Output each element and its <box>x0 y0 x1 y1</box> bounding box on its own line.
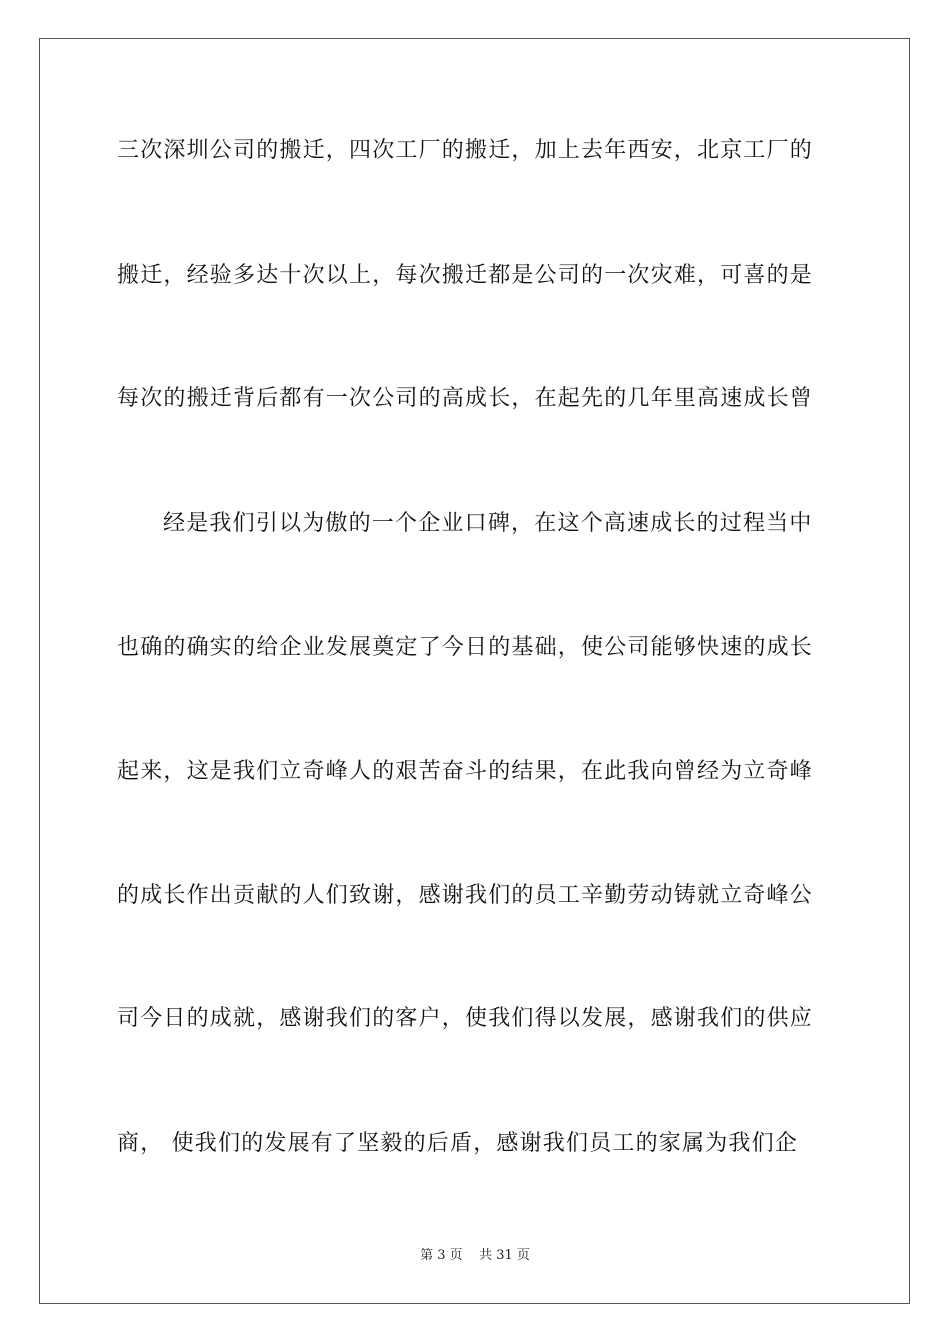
text-line-7: 的成长作出贡献的人们致谢，感谢我们的员工辛勤劳动铸就立奇峰公 <box>117 883 814 908</box>
text-line-4: 经是我们引以为傲的一个企业口碑，在这个高速成长的过程当中 <box>163 511 813 536</box>
page-frame <box>39 38 910 1304</box>
text-line-8: 司今日的成就，感谢我们的客户，使我们得以发展，感谢我们的供应 <box>117 1006 814 1031</box>
text-line-3: 每次的搬迁背后都有一次公司的高成长，在起先的几年里高速成长曾 <box>117 386 814 411</box>
text-line-9: 商， 使我们的发展有了坚毅的后盾，感谢我们员工的家属为我们企 <box>117 1131 798 1156</box>
text-line-2: 搬迁，经验多达十次以上，每次搬迁都是公司的一次灾难，可喜的是 <box>117 263 814 288</box>
text-line-5: 也确的确实的给企业发展奠定了今日的基础，使公司能够快速的成长 <box>117 635 814 660</box>
text-line-6: 起来，这是我们立奇峰人的艰苦奋斗的结果，在此我向曾经为立奇峰 <box>117 759 814 784</box>
page-number: 第 3 页 共 31 页 <box>420 1248 530 1263</box>
text-line-1: 三次深圳公司的搬迁，四次工厂的搬迁，加上去年西安，北京工厂的 <box>117 138 814 163</box>
